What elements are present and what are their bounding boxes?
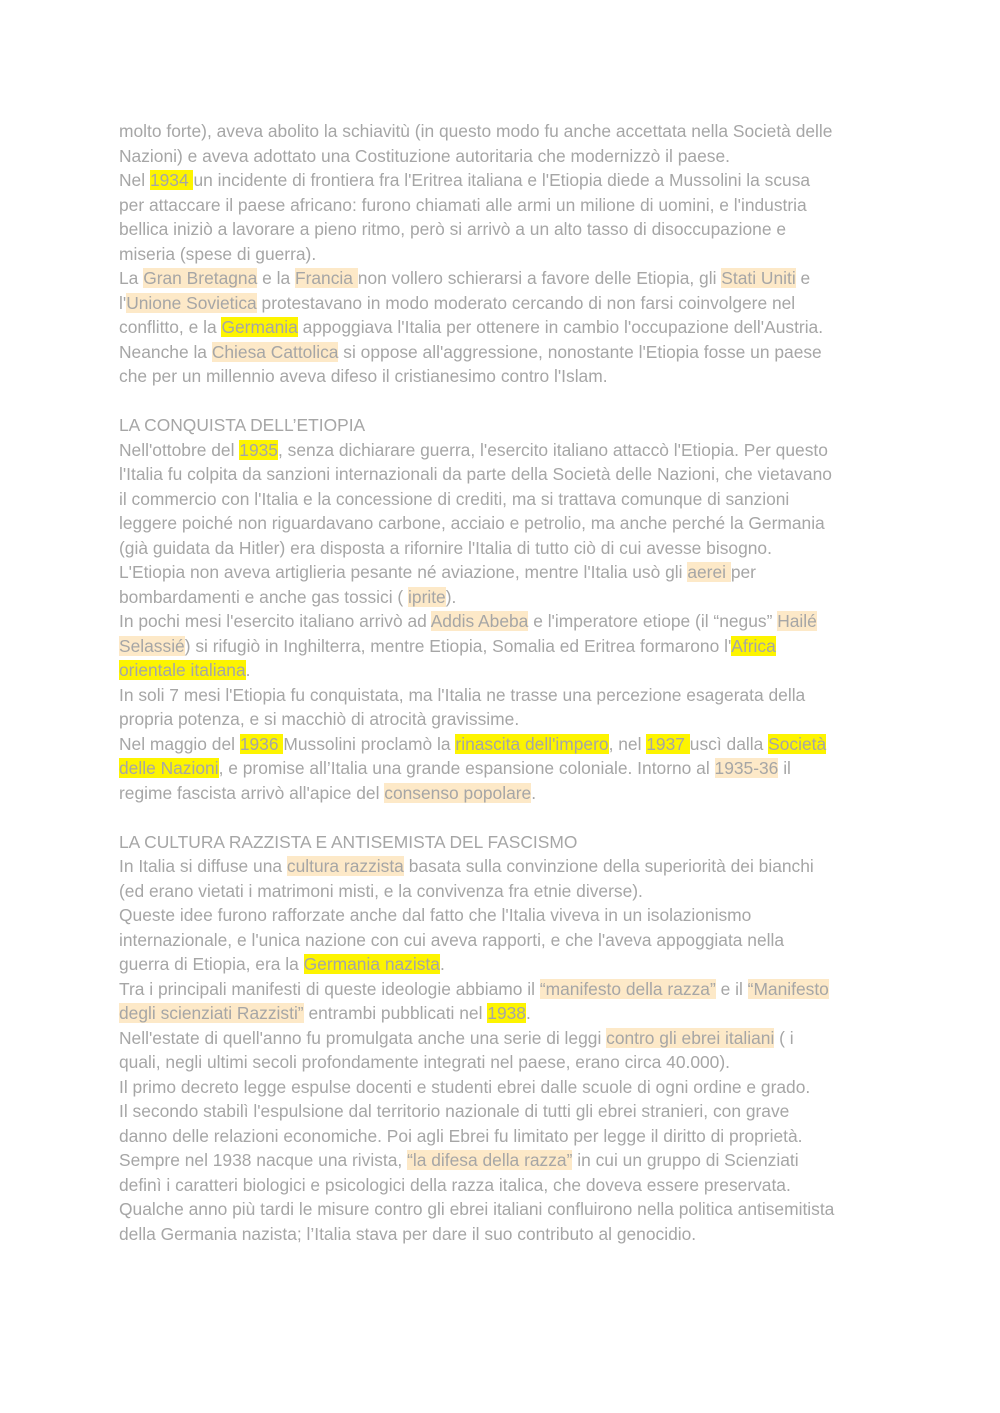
highlight-yellow: 1938 bbox=[487, 1003, 526, 1023]
text-line bbox=[119, 977, 889, 1002]
text-run: l' bbox=[119, 292, 127, 313]
text-line bbox=[119, 1026, 889, 1051]
highlight-peach: Stati Uniti bbox=[721, 268, 796, 288]
text-line bbox=[119, 1197, 889, 1222]
text-run: in cui un gruppo di Scienziati bbox=[572, 1150, 799, 1170]
text-run: Mussolini proclamò la bbox=[283, 733, 456, 754]
text-line bbox=[119, 560, 889, 585]
text-run: La bbox=[119, 268, 144, 288]
text-run: . bbox=[531, 782, 537, 803]
text-line bbox=[119, 511, 889, 536]
text-run: In soli 7 mesi l'Etiopia fu conquistata, ma l'Italia ne trasse una percezione esagerata della bbox=[119, 684, 806, 705]
text-run: non vollero schierarsi a favore delle Etiopia, gli bbox=[357, 268, 722, 288]
text-line bbox=[119, 487, 889, 512]
text-line bbox=[119, 854, 889, 879]
text-run: bellica iniziò a lavorare a pieno ritmo, però si arrivò a un alto tasso di disoccupazione e bbox=[119, 219, 787, 239]
text-run: . bbox=[439, 954, 445, 974]
text-line bbox=[119, 707, 889, 732]
text-line bbox=[119, 952, 889, 977]
highlight-yellow: Germania bbox=[221, 317, 298, 337]
highlight-peach: “Manifesto bbox=[747, 978, 829, 999]
text-run: Sempre nel 1938 nacque una rivista, bbox=[119, 1150, 408, 1170]
text-line bbox=[119, 315, 889, 340]
highlight-peach: consenso popolare bbox=[384, 782, 532, 803]
highlight-yellow: delle Nazioni bbox=[119, 758, 219, 778]
text-run: leggere poiché non riguardavano carbone, acciaio e petrolio, ma anche perché la Germania bbox=[119, 513, 825, 533]
text-line bbox=[119, 1099, 889, 1124]
text-run: quali, negli ultimi secoli profondamente integrati nel paese, erano circa 40.000). bbox=[119, 1052, 730, 1072]
text-line bbox=[119, 781, 889, 806]
text-run: per attaccare il paese africano: furono chiamati alle armi un milione di uomini, e l'industria bbox=[119, 194, 807, 215]
text-run: . bbox=[525, 1003, 531, 1023]
text-run: danno delle relazioni economiche. Poi agli Ebrei fu limitato per legge il diritto di proprietà. bbox=[119, 1125, 803, 1146]
highlight-peach: “la difesa della razza” bbox=[407, 1150, 573, 1170]
text-run: LA CULTURA RAZZISTA E ANTISEMISTA DEL FASCISMO bbox=[119, 831, 578, 852]
text-line bbox=[119, 1050, 889, 1075]
text-run: LA CONQUISTA DELL’ETIOPIA bbox=[119, 415, 366, 435]
text-run: internazionale, e l'unica nazione con cui aveva rapporti, e che l'aveva appoggiata nella bbox=[119, 929, 785, 950]
highlight-peach: aerei bbox=[687, 562, 731, 582]
section-heading bbox=[119, 413, 889, 438]
text-run: , e promise all’Italia una grande espansione coloniale. Intorno al bbox=[218, 758, 715, 778]
blank-line bbox=[119, 805, 889, 830]
highlight-peach: cultura razzista bbox=[286, 856, 404, 876]
text-run: e il bbox=[715, 978, 748, 999]
text-run: il bbox=[778, 758, 791, 778]
highlight-yellow: 1934 bbox=[149, 170, 194, 190]
text-run: . bbox=[245, 660, 251, 680]
highlight-peach: Gran Bretagna bbox=[143, 268, 258, 288]
text-run: (ed erano vietati i matrimoni misti, e la convivenza fra etnie diverse). bbox=[119, 880, 643, 901]
text-line bbox=[119, 291, 889, 316]
text-run: Nazioni) e aveva adottato una Costituzione autoritaria che modernizzò il paese. bbox=[119, 145, 730, 166]
text-run: bombardamenti e anche gas tossici ( bbox=[119, 586, 409, 607]
text-line bbox=[119, 266, 889, 291]
blank-line bbox=[119, 389, 889, 414]
text-line bbox=[119, 609, 889, 634]
text-run: , nel bbox=[608, 733, 647, 754]
text-run: e la bbox=[257, 268, 295, 288]
text-run: propria potenza, e si macchiò di atrocità gravissime. bbox=[119, 709, 520, 729]
highlight-peach: 1935-36 bbox=[714, 758, 779, 778]
text-run: regime fascista arrivò all'apice del bbox=[119, 782, 385, 803]
text-line bbox=[119, 634, 889, 659]
highlight-yellow: Germania nazista bbox=[303, 954, 440, 974]
highlight-peach: degli scienziati Razzisti” bbox=[119, 1003, 304, 1023]
highlight-peach: Unione Sovietica bbox=[126, 292, 257, 313]
text-line bbox=[119, 536, 889, 561]
highlight-yellow: orientale italiana bbox=[119, 660, 246, 680]
text-line bbox=[119, 1173, 889, 1198]
text-run: e l'imperatore etiope (il “negus” bbox=[528, 611, 778, 631]
text-run: protestavano in modo moderato cercando di non farsi coinvolgere nel bbox=[256, 292, 796, 313]
highlight-peach: iprite bbox=[408, 586, 446, 607]
text-line bbox=[119, 732, 889, 757]
highlight-peach: Selassié bbox=[119, 635, 185, 656]
text-line bbox=[119, 585, 889, 610]
text-run: definì i caratteri biologici e psicologici della razza italica, che doveva essere preservata. bbox=[119, 1174, 791, 1195]
highlight-yellow: Società bbox=[768, 733, 827, 754]
text-run: entrambi pubblicati nel bbox=[303, 1003, 488, 1023]
text-run: Il primo decreto legge espulse docenti e studenti ebrei dalle scuole di ogni ordine e grado. bbox=[119, 1076, 811, 1097]
text-line bbox=[119, 438, 889, 463]
text-line bbox=[119, 928, 889, 953]
text-line bbox=[119, 756, 889, 781]
highlight-peach: “manifesto della razza” bbox=[539, 978, 716, 999]
text-run: L'Etiopia non aveva artiglieria pesante né aviazione, mentre l'Italia usò gli bbox=[119, 562, 688, 582]
text-line bbox=[119, 903, 889, 928]
text-line bbox=[119, 1222, 889, 1247]
text-run: Nel bbox=[119, 170, 150, 190]
text-run: Il secondo stabilì l'espulsione dal territorio nazionale di tutti gli ebrei stranieri, con grave bbox=[119, 1101, 790, 1121]
highlight-peach: Chiesa Cattolica bbox=[211, 341, 339, 362]
document-text bbox=[119, 119, 889, 1246]
text-run: molto forte), aveva abolito la schiavitù (in questo modo fu anche accettata nella Società delle bbox=[119, 121, 833, 141]
highlight-yellow: Africa bbox=[731, 635, 776, 656]
text-run: Qualche anno più tardi le misure contro gli ebrei italiani confluirono nella politica antisemitista bbox=[119, 1199, 835, 1219]
text-run: guerra di Etiopia, era la bbox=[119, 954, 304, 974]
text-run: In pochi mesi l'esercito italiano arrivò ad bbox=[119, 611, 431, 631]
text-run: il commercio con l'Italia e la concessione di crediti, ma si trattava comunque di sanzioni bbox=[119, 488, 790, 509]
text-run: si oppose all'aggressione, nonostante l'Etiopia fosse un paese bbox=[338, 341, 822, 362]
text-run: Queste idee furono rafforzate anche dal fatto che l'Italia viveva in un isolazionismo bbox=[119, 905, 752, 925]
highlight-yellow: 1935 bbox=[239, 439, 278, 460]
text-line bbox=[119, 658, 889, 683]
text-run: uscì dalla bbox=[689, 733, 769, 754]
highlight-yellow: 1936 bbox=[239, 733, 284, 754]
text-run: basata sulla convinzione della superiorità dei bianchi bbox=[403, 856, 814, 876]
text-line bbox=[119, 1124, 889, 1149]
text-line bbox=[119, 1075, 889, 1100]
text-run: per bbox=[730, 562, 756, 582]
highlight-peach: Hailé bbox=[777, 611, 817, 631]
text-run: ) si rifugiò in Inghilterra, mentre Etiopia, Somalia ed Eritrea formarono l' bbox=[184, 635, 732, 656]
text-run: della Germania nazista; l’Italia stava per dare il suo contributo al genocidio. bbox=[119, 1223, 697, 1244]
text-run: (già guidata da Hitler) era disposta a rifornire l'Italia di tutto ciò di cui avesse bisogno. bbox=[119, 537, 772, 558]
text-line bbox=[119, 340, 889, 365]
text-run: In Italia si diffuse una bbox=[119, 856, 287, 876]
text-line bbox=[119, 193, 889, 218]
text-run: , senza dichiarare guerra, l'esercito italiano attaccò l'Etiopia. Per questo bbox=[277, 439, 828, 460]
text-run: conflitto, e la bbox=[119, 317, 222, 337]
text-run: Tra i principali manifesti di queste ideologie abbiamo il bbox=[119, 978, 540, 999]
text-line bbox=[119, 217, 889, 242]
highlight-peach: contro gli ebrei italiani bbox=[606, 1027, 775, 1048]
text-run: Neanche la bbox=[119, 341, 212, 362]
text-run: appoggiava l'Italia per ottenere in cambio l'occupazione dell'Austria. bbox=[297, 317, 824, 337]
text-line bbox=[119, 144, 889, 169]
text-run: ( i bbox=[774, 1027, 794, 1048]
text-line bbox=[119, 364, 889, 389]
text-run: Nell'ottobre del bbox=[119, 439, 240, 460]
text-run: e bbox=[795, 268, 811, 288]
text-line bbox=[119, 119, 889, 144]
text-run: l'Italia fu colpita da sanzioni internazionali da parte della Società delle Nazioni, che vietavano bbox=[119, 464, 832, 484]
text-run: che per un millennio aveva difeso il cristianesimo contro l'Islam. bbox=[119, 366, 608, 386]
text-line bbox=[119, 683, 889, 708]
text-run: un incidente di frontiera fra l'Eritrea italiana e l'Etiopia diede a Mussolini la scusa bbox=[193, 170, 811, 190]
section-heading bbox=[119, 830, 889, 855]
text-line bbox=[119, 879, 889, 904]
text-line bbox=[119, 1148, 889, 1173]
text-line bbox=[119, 168, 889, 193]
text-line bbox=[119, 242, 889, 267]
highlight-peach: Francia bbox=[294, 268, 358, 288]
highlight-yellow: 1937 bbox=[646, 733, 690, 754]
text-line bbox=[119, 462, 889, 487]
highlight-yellow: rinascita dell'impero bbox=[455, 733, 609, 754]
text-run: ). bbox=[445, 586, 457, 607]
text-line bbox=[119, 1001, 889, 1026]
text-run: miseria (spese di guerra). bbox=[119, 243, 317, 264]
text-run: Nell'estate di quell'anno fu promulgata anche una serie di leggi bbox=[119, 1027, 607, 1048]
text-run: Nel maggio del bbox=[119, 733, 240, 754]
highlight-peach: Addis Abeba bbox=[430, 611, 529, 631]
